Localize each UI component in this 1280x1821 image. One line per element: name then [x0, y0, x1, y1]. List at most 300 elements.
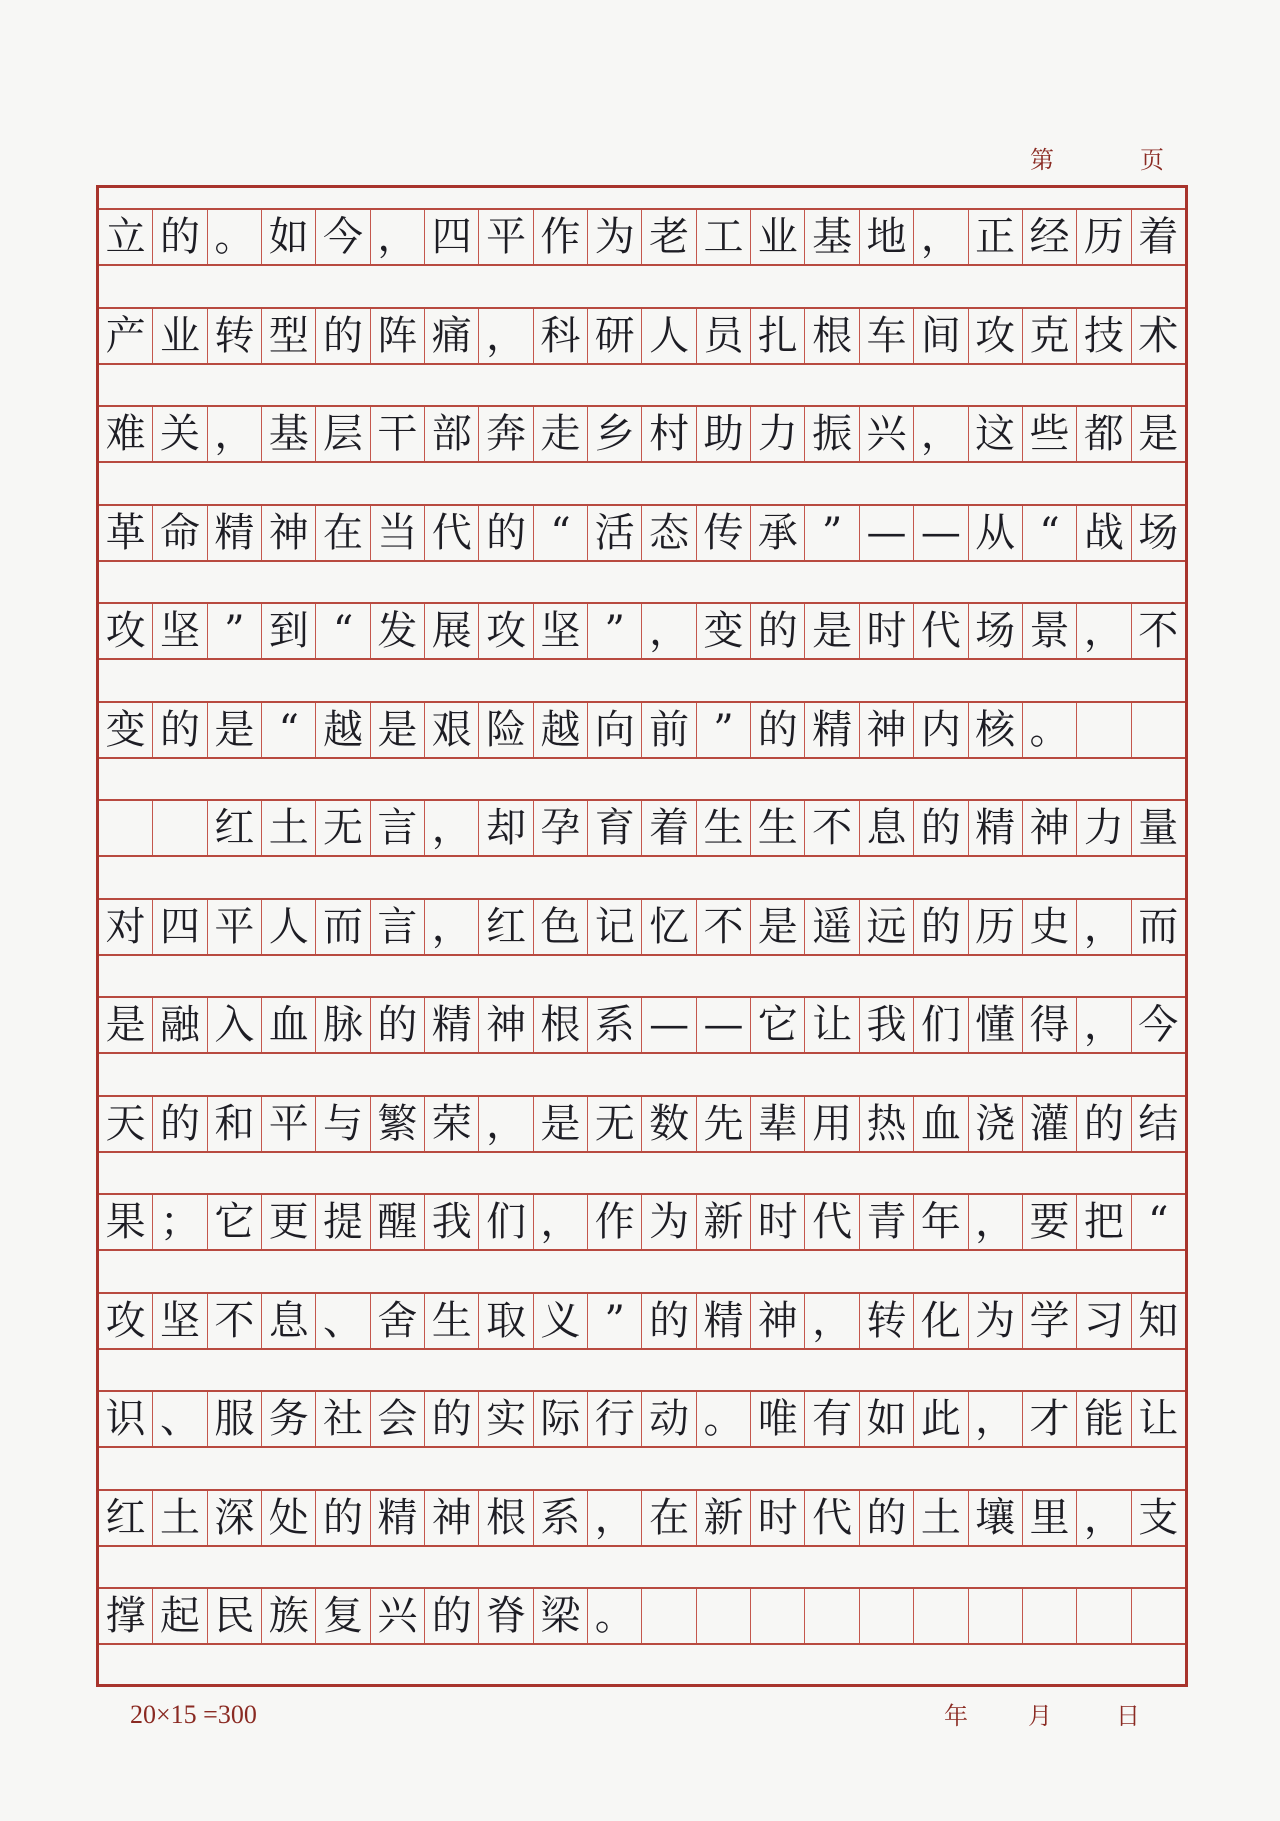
grid-cell	[697, 1589, 751, 1643]
grid-cell: 阵	[371, 309, 425, 363]
manuscript-grid	[96, 185, 1188, 1687]
grid-cell: 先	[697, 1097, 751, 1151]
grid-cell: 息	[860, 801, 914, 855]
grid-cell: 根	[479, 1491, 533, 1545]
grid-cell: 当	[371, 506, 425, 560]
grid-cell: 神	[479, 998, 533, 1052]
grid-cell: 场	[969, 604, 1023, 658]
grid-cell: 有	[805, 1392, 859, 1446]
grid-cell: 立	[99, 210, 153, 264]
grid-cell: 务	[262, 1392, 316, 1446]
grid-cell: 土	[914, 1491, 968, 1545]
grid-cell: 的	[316, 309, 370, 363]
grid-cell: 系	[588, 998, 642, 1052]
grid-cell: 车	[860, 309, 914, 363]
grid-cell: 是	[1138, 411, 1179, 457]
grid-cell: 层	[316, 407, 370, 461]
grid-cell: 起	[153, 1589, 207, 1643]
grid-cell: 。	[697, 1392, 751, 1446]
grid-cell: 它	[208, 1195, 262, 1249]
grid-cell	[1077, 1589, 1131, 1643]
grid-cell: 而	[316, 900, 370, 954]
grid-cell: 艰	[425, 703, 479, 757]
grid-cell: “	[316, 604, 370, 658]
grid-cell: 红	[99, 1491, 153, 1545]
grid-cell: 里	[1023, 1491, 1077, 1545]
grid-cell: 数	[642, 1097, 696, 1151]
grid-cell: 是	[805, 604, 859, 658]
grid-cell: 难	[99, 407, 153, 461]
grid-cell: 根	[534, 998, 588, 1052]
grid-cell: 转	[860, 1294, 914, 1348]
grid-cell: 根	[805, 309, 859, 363]
grid-cell: 无	[316, 801, 370, 855]
grid-cell: 承	[751, 506, 805, 560]
grid-cell: 系	[534, 1491, 588, 1545]
grid-cell: 精	[371, 1491, 425, 1545]
grid-cell: 血	[262, 998, 316, 1052]
grid-cell: 时	[751, 1195, 805, 1249]
grid-cell: 代	[805, 1195, 859, 1249]
grid-cell: 生	[751, 801, 805, 855]
grid-cell: 发	[371, 604, 425, 658]
grid-cell: 热	[860, 1097, 914, 1151]
grid-cell: 平	[262, 1097, 316, 1151]
grid-cell: 活	[588, 506, 642, 560]
grid-cell: 的	[425, 1392, 479, 1446]
grid-cell: 代	[425, 506, 479, 560]
grid-cell: ；	[153, 1195, 207, 1249]
grid-cell: 神	[425, 1491, 479, 1545]
grid-cell: 们	[914, 998, 968, 1052]
grid-cell: 兴	[860, 407, 914, 461]
grid-cell: 撑	[99, 1589, 153, 1643]
grid-cell: ，	[588, 1491, 642, 1545]
grid-cell: 的	[479, 506, 533, 560]
grid-cell: 言	[371, 801, 425, 855]
grid-cell: 不	[805, 801, 859, 855]
grid-cell: 乡	[588, 407, 642, 461]
grid-cell: 果	[99, 1195, 153, 1249]
grid-cell: 传	[697, 506, 751, 560]
grid-cell: 的	[1077, 1097, 1131, 1151]
grid-cell: ，	[914, 407, 968, 461]
grid-cell	[1132, 703, 1185, 757]
grid-cell: 代	[914, 604, 968, 658]
grid-cell: 天	[99, 1097, 153, 1151]
grid-cell: 四	[425, 210, 479, 264]
grid-cell: 我	[860, 998, 914, 1052]
grid-cell: 的	[751, 604, 805, 658]
grid-cell: 浇	[969, 1097, 1023, 1151]
grid-cell: 的	[425, 1589, 479, 1643]
grid-cell: 结	[1138, 1100, 1179, 1147]
grid-cell: 为	[969, 1294, 1023, 1348]
grid-cell: 实	[479, 1392, 533, 1446]
grid-cell: 的	[914, 900, 968, 954]
grid-cell: 对	[99, 900, 153, 954]
grid-cell: 神	[860, 703, 914, 757]
grid-cell: 部	[425, 407, 479, 461]
manuscript-row	[99, 799, 1185, 857]
grid-cell: 。	[588, 1589, 642, 1643]
grid-cell: 代	[805, 1491, 859, 1545]
grid-cell	[860, 1589, 914, 1643]
grid-cell: 经	[1023, 210, 1077, 264]
grid-cell: 的	[371, 998, 425, 1052]
grid-cell: 识	[99, 1392, 153, 1446]
grid-cell: 量	[1138, 805, 1179, 851]
grid-cell: 些	[1023, 407, 1077, 461]
grid-cell: ，	[208, 407, 262, 461]
grid-cell: 攻	[479, 604, 533, 658]
page-prefix-label: 第	[1030, 148, 1054, 174]
grid-cell: 提	[316, 1195, 370, 1249]
grid-cell: 坚	[153, 604, 207, 658]
grid-cell: 际	[534, 1392, 588, 1446]
grid-cell: “	[1147, 1199, 1169, 1245]
grid-cell: 型	[262, 309, 316, 363]
grid-cell: 族	[262, 1589, 316, 1643]
manuscript-row	[99, 1193, 1185, 1251]
grid-cell: 正	[969, 210, 1023, 264]
grid-cell: 向	[588, 703, 642, 757]
grid-cell: 能	[1077, 1392, 1131, 1446]
grid-cell: —	[697, 998, 751, 1052]
grid-cell	[914, 1589, 968, 1643]
year-label: 年	[944, 1704, 968, 1730]
grid-cell: 新	[697, 1491, 751, 1545]
grid-cell: 言	[371, 900, 425, 954]
grid-cell: 如	[860, 1392, 914, 1446]
grid-cell: 精	[208, 506, 262, 560]
grid-cell: 学	[1023, 1294, 1077, 1348]
grid-cell: 复	[316, 1589, 370, 1643]
grid-cell: 繁	[371, 1097, 425, 1151]
grid-cell: 走	[534, 407, 588, 461]
grid-cell: 员	[697, 309, 751, 363]
grid-cell: 习	[1077, 1294, 1131, 1348]
grid-cell: 、	[153, 1392, 207, 1446]
grid-cell: 青	[860, 1195, 914, 1249]
grid-cell: 入	[208, 998, 262, 1052]
grid-cell: 转	[208, 309, 262, 363]
grid-cell: ”	[805, 506, 859, 560]
grid-cell	[153, 801, 207, 855]
manuscript-row	[99, 1587, 1185, 1645]
grid-cell: ”	[588, 604, 642, 658]
grid-cell: 服	[208, 1392, 262, 1446]
grid-cell	[969, 1589, 1023, 1643]
grid-cell: 产	[99, 309, 153, 363]
grid-cell: ，	[969, 1392, 1023, 1446]
grid-cell: 土	[262, 801, 316, 855]
grid-cell: 变	[697, 604, 751, 658]
grid-cell: 不	[1138, 608, 1179, 654]
grid-cell: 血	[914, 1097, 968, 1151]
grid-cell: 的	[316, 1491, 370, 1545]
grid-cell: 把	[1077, 1195, 1131, 1249]
grid-cell: 孕	[534, 801, 588, 855]
grid-cell: 着	[1138, 214, 1179, 260]
grid-cell: 却	[479, 801, 533, 855]
grid-cell: ，	[425, 801, 479, 855]
grid-cell: 老	[642, 210, 696, 264]
grid-cell: ，	[1077, 604, 1131, 658]
manuscript-row	[99, 996, 1185, 1054]
page-suffix-label: 页	[1140, 148, 1164, 174]
grid-cell: 生	[425, 1294, 479, 1348]
grid-cell: 化	[914, 1294, 968, 1348]
grid-cell: 记	[588, 900, 642, 954]
grid-cell: 奔	[479, 407, 533, 461]
grid-cell: 息	[262, 1294, 316, 1348]
grid-cell: ，	[642, 604, 696, 658]
grid-cell: 。	[208, 210, 262, 264]
grid-cell: 地	[860, 210, 914, 264]
grid-cell: 懂	[969, 998, 1023, 1052]
grid-cell: 义	[534, 1294, 588, 1348]
manuscript-row	[99, 504, 1185, 562]
grid-cell: 脉	[316, 998, 370, 1052]
grid-cell: ，	[1077, 998, 1131, 1052]
grid-cell	[642, 1589, 696, 1643]
grid-cell: “	[262, 703, 316, 757]
grid-cell: 平	[208, 900, 262, 954]
grid-cell: 坚	[153, 1294, 207, 1348]
grid-cell: 的	[860, 1491, 914, 1545]
grid-cell	[805, 1589, 859, 1643]
grid-cell: 间	[914, 309, 968, 363]
grid-cell: 都	[1077, 407, 1131, 461]
grid-cell: 不	[697, 900, 751, 954]
grid-cell: 融	[153, 998, 207, 1052]
grid-cell: 的	[153, 210, 207, 264]
manuscript-row	[99, 1489, 1185, 1547]
manuscript-row	[99, 602, 1185, 660]
grid-cell: 术	[1138, 312, 1179, 359]
grid-cell: 让	[1138, 1396, 1179, 1442]
grid-cell: 从	[969, 506, 1023, 560]
manuscript-row	[99, 898, 1185, 956]
grid-cell: 前	[642, 703, 696, 757]
grid-cell: 史	[1023, 900, 1077, 954]
grid-cell: 醒	[371, 1195, 425, 1249]
grid-cell: 要	[1023, 1195, 1077, 1249]
grid-cell: 。	[1023, 703, 1077, 757]
grid-cell: 振	[805, 407, 859, 461]
grid-cell: 是	[371, 703, 425, 757]
grid-cell: ，	[914, 210, 968, 264]
grid-cell: ，	[479, 1097, 533, 1151]
grid-cell: 扎	[751, 309, 805, 363]
manuscript-row	[99, 405, 1185, 463]
day-label: 日	[1116, 1704, 1140, 1730]
grid-cell: 今	[1138, 1002, 1179, 1048]
manuscript-row	[99, 1095, 1185, 1153]
grid-cell: 关	[153, 407, 207, 461]
grid-cell: 工	[697, 210, 751, 264]
grid-cell: 红	[208, 801, 262, 855]
grid-cell: 攻	[969, 309, 1023, 363]
grid-cell: 精	[805, 703, 859, 757]
grid-cell: 基	[262, 407, 316, 461]
grid-cell: 态	[642, 506, 696, 560]
grid-cell: 的	[153, 703, 207, 757]
grid-cell: 研	[588, 309, 642, 363]
grid-cell: 技	[1077, 309, 1131, 363]
grid-cell: ”	[208, 604, 262, 658]
page-number-header	[1030, 140, 1170, 180]
grid-cell: 辈	[751, 1097, 805, 1151]
grid-cell: 革	[99, 506, 153, 560]
grid-cell: 舍	[371, 1294, 425, 1348]
grid-cell: 人	[262, 900, 316, 954]
grid-cell: “	[534, 506, 588, 560]
grid-cell: 险	[479, 703, 533, 757]
grid-cell: 不	[208, 1294, 262, 1348]
grid-cell: 行	[588, 1392, 642, 1446]
grid-cell: 战	[1077, 506, 1131, 560]
grid-cell: 在	[316, 506, 370, 560]
grid-cell: 让	[805, 998, 859, 1052]
manuscript-row	[99, 307, 1185, 365]
grid-cell: 到	[262, 604, 316, 658]
manuscript-row	[99, 701, 1185, 759]
grid-cell: 生	[697, 801, 751, 855]
grid-cell: 是	[751, 900, 805, 954]
grid-cell: 唯	[751, 1392, 805, 1446]
grid-cell: 兴	[371, 1589, 425, 1643]
manuscript-row	[99, 1390, 1185, 1448]
grid-cell: 精	[969, 801, 1023, 855]
grid-cell: 攻	[99, 1294, 153, 1348]
grid-cell: 深	[208, 1491, 262, 1545]
grid-cell: ”	[697, 703, 751, 757]
grid-cell: 神	[262, 506, 316, 560]
grid-cell: 坚	[534, 604, 588, 658]
grid-cell: 在	[642, 1491, 696, 1545]
grid-cell: 荣	[425, 1097, 479, 1151]
grid-cell: 历	[1077, 210, 1131, 264]
grid-cell: 会	[371, 1392, 425, 1446]
grid-cell: —	[860, 506, 914, 560]
grid-cell: 才	[1023, 1392, 1077, 1446]
grid-cell: 力	[751, 407, 805, 461]
grid-cell	[1132, 1589, 1185, 1643]
grid-cell: 变	[99, 703, 153, 757]
grid-cell: ”	[588, 1294, 642, 1348]
grid-cell: 新	[697, 1195, 751, 1249]
grid-cell: 此	[914, 1392, 968, 1446]
grid-cell: 支	[1138, 1494, 1179, 1541]
grid-cell: 年	[914, 1195, 968, 1249]
grid-cell: 作	[534, 210, 588, 264]
grid-cell: ，	[479, 309, 533, 363]
grid-cell: 命	[153, 506, 207, 560]
grid-cell: 精	[425, 998, 479, 1052]
grid-cell: 我	[425, 1195, 479, 1249]
grid-cell: 历	[969, 900, 1023, 954]
month-label: 月	[1028, 1704, 1052, 1730]
grid-cell: 的	[642, 1294, 696, 1348]
grid-cell: ，	[805, 1294, 859, 1348]
grid-cell: 着	[642, 801, 696, 855]
grid-cell: 脊	[479, 1589, 533, 1643]
grid-cell: 而	[1138, 903, 1179, 950]
grid-cell: 四	[153, 900, 207, 954]
grid-cell: 、	[316, 1294, 370, 1348]
grid-cell: 助	[697, 407, 751, 461]
grid-cell: 景	[1023, 604, 1077, 658]
grid-cell: 痛	[425, 309, 479, 363]
grid-cell: 红	[479, 900, 533, 954]
grid-cell: 处	[262, 1491, 316, 1545]
grid-cell: 越	[316, 703, 370, 757]
grid-cell: 业	[751, 210, 805, 264]
grid-format-label: 20×15 =300	[130, 1700, 257, 1729]
grid-cell: 社	[316, 1392, 370, 1446]
grid-cell: 神	[751, 1294, 805, 1348]
manuscript-row	[99, 1292, 1185, 1350]
grid-cell: 精	[697, 1294, 751, 1348]
grid-cell: 越	[534, 703, 588, 757]
grid-cell: 村	[642, 407, 696, 461]
grid-cell: 取	[479, 1294, 533, 1348]
grid-cell: 更	[262, 1195, 316, 1249]
grid-cell	[1077, 703, 1131, 757]
grid-cell: 基	[805, 210, 859, 264]
grid-cell: 民	[208, 1589, 262, 1643]
grid-cell: 壤	[969, 1491, 1023, 1545]
grid-cell: 是	[99, 998, 153, 1052]
grid-cell: “	[1023, 506, 1077, 560]
grid-cell: 们	[479, 1195, 533, 1249]
grid-cell	[1023, 1589, 1077, 1643]
grid-cell: 远	[860, 900, 914, 954]
grid-cell: 它	[751, 998, 805, 1052]
grid-cell: ，	[969, 1195, 1023, 1249]
grid-cell: —	[914, 506, 968, 560]
grid-cell: ，	[425, 900, 479, 954]
grid-cell: ，	[534, 1195, 588, 1249]
grid-cell: 和	[208, 1097, 262, 1151]
grid-cell: 的	[751, 703, 805, 757]
grid-cell: 土	[153, 1491, 207, 1545]
grid-cell: 得	[1023, 998, 1077, 1052]
grid-cell: 为	[642, 1195, 696, 1249]
grid-cell: 用	[805, 1097, 859, 1151]
grid-cell: 是	[534, 1097, 588, 1151]
grid-cell: 遥	[805, 900, 859, 954]
grid-cell: 育	[588, 801, 642, 855]
grid-cell: 如	[262, 210, 316, 264]
grid-cell: 攻	[99, 604, 153, 658]
grid-cell: 业	[153, 309, 207, 363]
grid-cell: 的	[153, 1097, 207, 1151]
grid-cell: 无	[588, 1097, 642, 1151]
grid-cell	[99, 801, 153, 855]
grid-cell: 今	[316, 210, 370, 264]
grid-cell: 忆	[642, 900, 696, 954]
grid-cell: ，	[371, 210, 425, 264]
grid-cell: 核	[969, 703, 1023, 757]
grid-cell	[751, 1589, 805, 1643]
grid-cell: 内	[914, 703, 968, 757]
grid-cell: 展	[425, 604, 479, 658]
grid-cell: 作	[588, 1195, 642, 1249]
grid-cell: 梁	[534, 1589, 588, 1643]
